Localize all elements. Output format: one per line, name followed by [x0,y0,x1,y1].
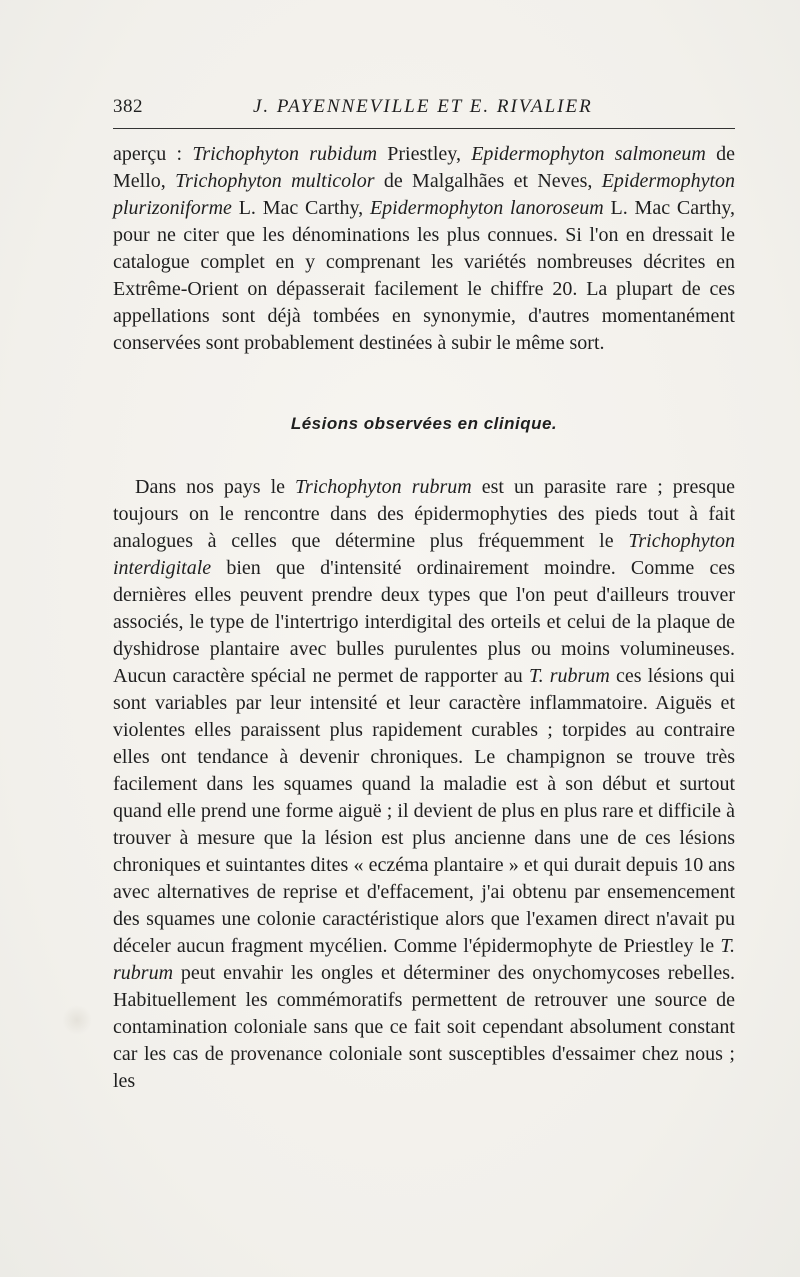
paragraph-2 [113,474,735,1095]
paragraph-1 [113,141,735,357]
span: L. Mac Carthy, pour ne citer que les dénominations les plus connues. Si l'on en dressait le catalogue complet en y comprenant les variétés nombreuses décrites en Extrême-Orient on dépasserait facilement le chiffre 20. La plupart de ces appellations sont déjà tombées en synonymie, d'autres momentanément conservées sont probablement destinées à subir le même sort. [113,197,736,354]
span: est un parasite rare ; presque toujours on le rencontre dans des épidermophyties des pieds tout à fait analogues à celles que détermine plus fréquemment le [113,476,736,552]
paper-stain [62,1005,92,1035]
span: de Mello, [113,143,735,192]
running-head: J. PAYENNEVILLE ET E. RIVALIER [253,96,593,117]
italic-span: Epidermophyton salmoneum [471,143,706,165]
italic-span: Trichophyton rubidum [192,143,378,165]
italic-span: Epidermophyton lanoroseum [369,197,604,219]
span: peut envahir les ongles et déterminer des onychomycoses rebelles. Habituellement les commémoratifs permettent de retrouver une source de contamination coloniale sans que ce fait soit cependant absolument constant car les cas de provenance coloniale sont susceptibles d'essaimer chez nous ; les [113,962,735,1092]
page-header [113,96,735,120]
span: ces lésions qui sont variables par leur intensité et leur caractère inflammatoire. Aiguës et violentes elles paraissent plus rapidement curables ; torpides au contraire elles ont tendance à devenir chroniques. Le champignon se trouve très facilement dans les squames quand la maladie est à son début et surtout quand elle prend une forme aiguë ; il devient de plus en plus rare et difficile à trouver à mesure que la lésion est plus ancienne dans une de ces lésions chroniques et suintantes dites « eczéma plantaire » et qui durait depuis 10 ans avec alternatives de reprise et d'effacement, j'ai obtenu par ensemencement des squames une colonie caractéristique alors que l'examen direct n'avait pu déceler aucun fragment mycélien. Comme l'épidermophyte de Priestley le [113,665,735,957]
span: de Malgalhães et Neves, [374,170,602,192]
italic-span: T. rubrum [528,665,610,687]
page-number: 382 [113,96,143,117]
italic-span: Epidermophyton plurizoniforme [113,170,736,219]
italic-span: Trichophyton multicolor [175,170,375,192]
italic-span: Trichophyton interdigitale [113,530,735,579]
header-rule [113,128,735,129]
span: Priestley, [377,143,472,165]
italic-span: Trichophyton rubrum [295,476,472,498]
span: bien que d'intensité ordinairement moindre. Comme ces dernières elles peuvent prendre deux types que l'on peut d'ailleurs trouver associés, le type de l'intertrigo interdigital des orteils et celui de la plaque de dyshidrose plantaire avec bulles purulentes plus ou moins volumineuses. Aucun caractère spécial ne permet de rapporter au [113,557,735,687]
italic-span: T. rubrum [113,935,735,984]
span: aperçu : [113,143,193,165]
section-heading: Lésions observées en clinique. [290,414,558,433]
span: Dans nos pays le [135,476,296,498]
span: L. Mac Carthy, [231,197,370,219]
